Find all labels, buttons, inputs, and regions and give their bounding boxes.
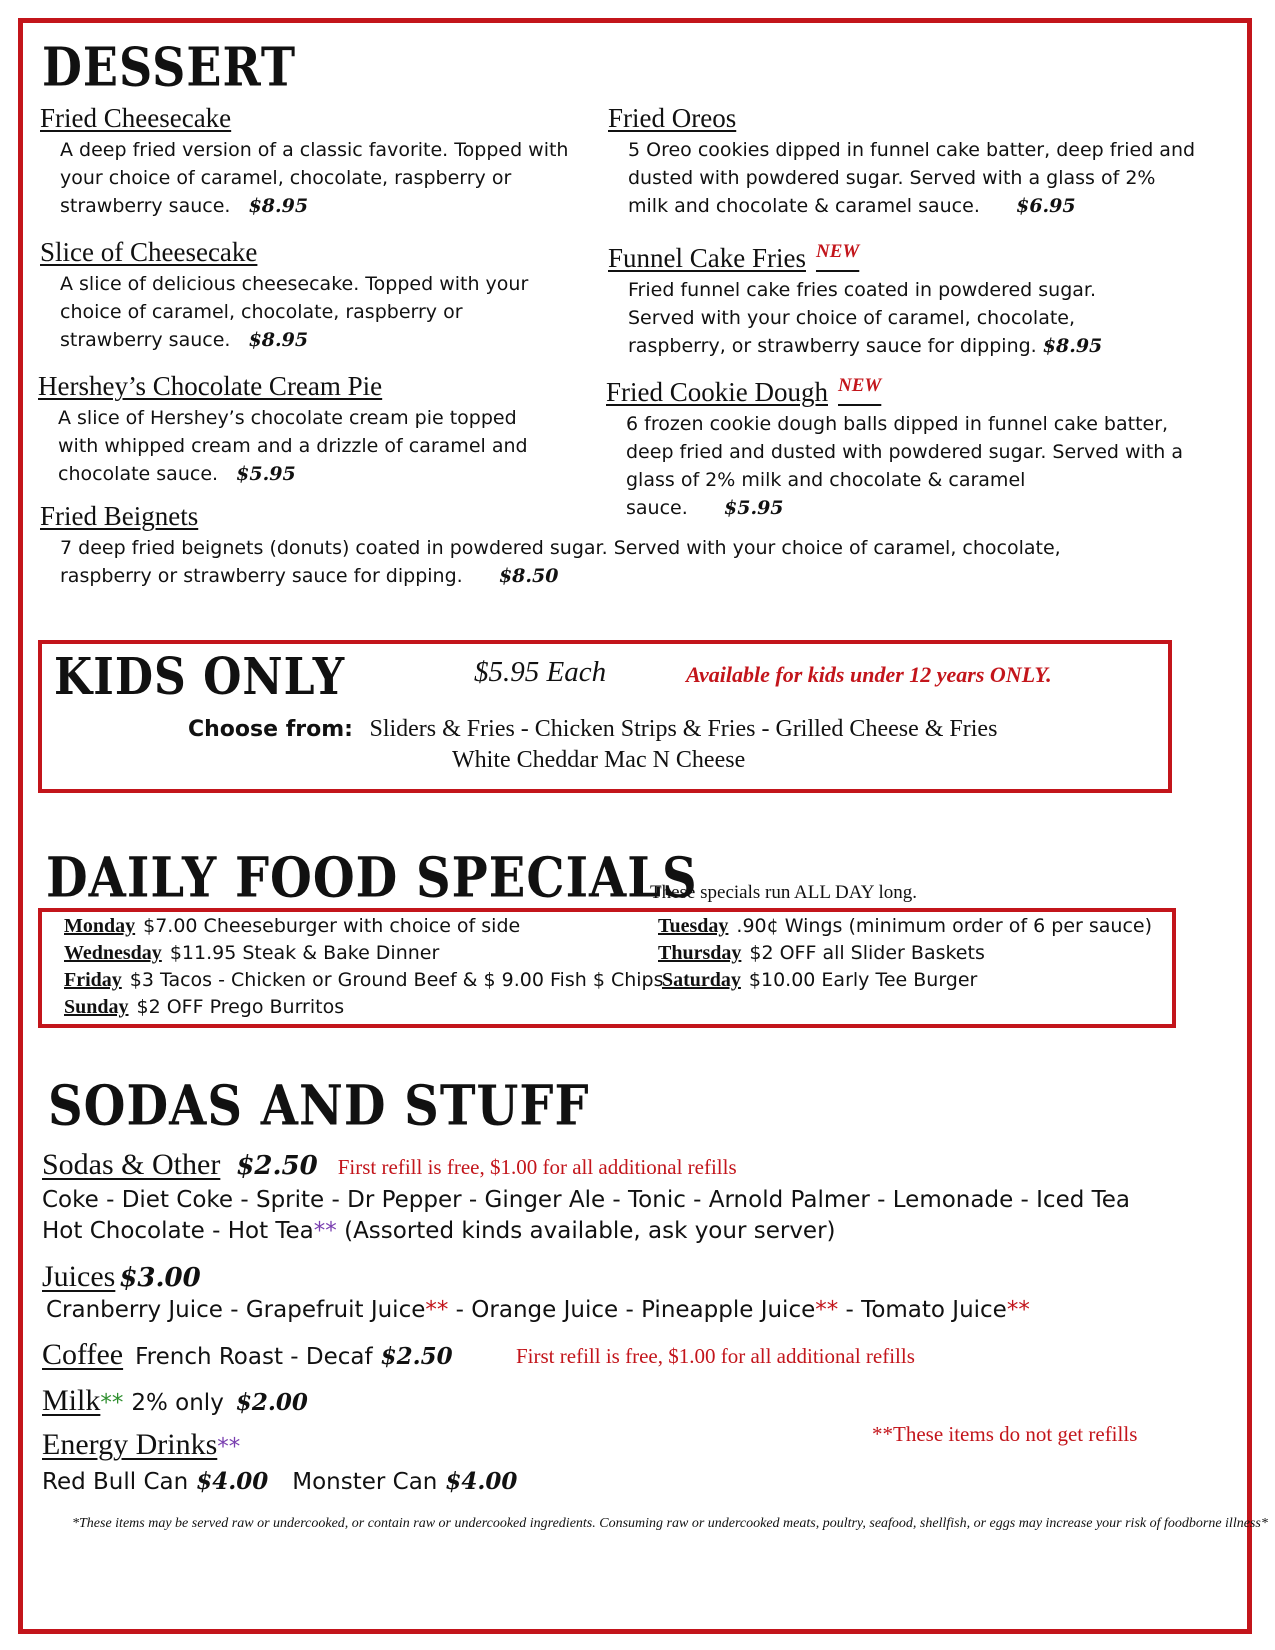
day-label: Sunday (64, 996, 129, 1018)
item-desc: Fried funnel cake fries coated in powdered sugar. Served with your choice of caramel, chocolate, raspberry, or strawberry sauce for dipping. (628, 279, 1097, 357)
milk-title: Milk (42, 1384, 101, 1417)
specials-note: These specials run ALL DAY long. (650, 882, 918, 903)
sodas-refill-note: First refill is free, $1.00 for all additional refills (337, 1155, 737, 1179)
juices-title: Juices (42, 1260, 116, 1293)
menu-item-fried-cheesecake (40, 102, 600, 220)
special-friday (64, 969, 664, 992)
sodas-title: Sodas & Other (42, 1148, 221, 1181)
special-tuesday (658, 915, 1152, 938)
coffee-row (42, 1338, 453, 1372)
special-text: $11.95 Steak & Bake Dinner (169, 942, 440, 964)
energy-title: Energy Drinks (42, 1428, 218, 1461)
item-name: Slice of Cheesecake (40, 237, 258, 267)
day-label: Monday (64, 915, 136, 937)
no-refill-mark: ** (313, 1218, 337, 1244)
item-desc: A slice of Hershey’s chocolate cream pie topped with whipped cream and a drizzle of caramel and chocolate sauce. (58, 407, 528, 485)
item-price: $8.50 (498, 565, 559, 587)
redbull-price: $4.00 (196, 1468, 269, 1495)
coffee-text: French Roast - Decaf (135, 1344, 373, 1370)
special-text: $7.00 Cheeseburger with choice of side (143, 915, 521, 937)
coffee-refill-note: First refill is free, $1.00 for all additional refills (516, 1344, 915, 1368)
juices-line: Cranberry Juice - Grapefruit Juice** - Orange Juice - Pineapple Juice** - Tomato Juice** (46, 1297, 1030, 1323)
milk-price: $2.00 (235, 1389, 308, 1416)
coffee-title: Coffee (42, 1338, 124, 1371)
sodas-line2: Hot Chocolate - Hot Tea** (Assorted kinds available, ask your server) (42, 1218, 836, 1244)
sodas-price: $2.50 (236, 1151, 318, 1181)
milk-text: 2% only (131, 1390, 224, 1416)
sodas-heading: SODAS AND STUFF (48, 1074, 590, 1139)
kids-price: $5.95 Each (474, 656, 607, 688)
menu-item-slice-of-cheesecake (40, 236, 600, 354)
new-badge: NEW (815, 241, 860, 262)
item-name: Fried Beignets (40, 501, 199, 531)
sodas-line1: Coke - Diet Coke - Sprite - Dr Pepper - Ginger Ale - Tonic - Arnold Palmer - Lemonade - Iced Tea (42, 1187, 1131, 1213)
special-text: $10.00 Early Tee Burger (748, 969, 978, 991)
item-name: Fried Oreos (608, 103, 737, 133)
menu-item-funnel-cake-fries (608, 236, 1168, 360)
special-monday (64, 915, 520, 938)
special-thursday (658, 942, 985, 965)
special-sunday (64, 996, 344, 1019)
no-refill-mark: ** (217, 1434, 241, 1460)
item-desc: 7 deep fried beignets (donuts) coated in powdered sugar. Served with your choice of caramel, chocolate, raspberry or strawberry sauce for dipping. (60, 537, 1061, 587)
item-price: $8.95 (248, 329, 309, 351)
specials-heading: DAILY FOOD SPECIALS (46, 846, 698, 911)
energy-items (42, 1468, 517, 1495)
special-text: .90¢ Wings (minimum order of 6 per sauce) (736, 915, 1152, 937)
kids-options (188, 716, 997, 743)
menu-item-hersheys-pie (38, 370, 598, 488)
monster-label: Monster Can (292, 1469, 438, 1495)
day-label: Friday (64, 969, 122, 991)
sodas-row (42, 1148, 737, 1182)
item-price: $8.95 (248, 195, 309, 217)
item-price: $8.95 (1042, 335, 1103, 357)
item-desc: 6 frozen cookie dough balls dipped in funnel cake batter, deep fried and dusted with powdered sugar. Served with a glass of 2% milk and chocolate & caramel sauce. (626, 413, 1184, 519)
day-label: Tuesday (658, 915, 729, 937)
menu-item-fried-beignets (40, 500, 1150, 590)
choose-label: Choose from: (188, 717, 353, 742)
footer-disclaimer: *These items may be served raw or undercooked, or contain raw or undercooked ingredients. Consuming raw or undercooked meats, poultry, seafood, shellfish, or eggs may increase your risk of foodborne illness* (72, 1516, 1268, 1531)
item-name: Fried Cheesecake (40, 103, 232, 133)
special-saturday (662, 969, 977, 992)
energy-row (42, 1428, 240, 1462)
menu-item-fried-oreos (608, 102, 1198, 220)
no-refill-mark: ** (100, 1390, 124, 1416)
special-wednesday (64, 942, 439, 965)
kids-note: Available for kids under 12 years ONLY. (686, 662, 1052, 687)
item-desc: 5 Oreo cookies dipped in funnel cake batter, deep fried and dusted with powdered sugar. Served with a glass of 2% milk and chocolate & caramel sauce. (628, 139, 1196, 217)
kids-options-line1: Sliders & Fries - Chicken Strips & Fries - Grilled Cheese & Fries (369, 716, 998, 742)
milk-row (42, 1384, 308, 1418)
juices-row (42, 1260, 201, 1294)
coffee-price: $2.50 (380, 1343, 453, 1370)
item-desc: A deep fried version of a classic favorite. Topped with your choice of caramel, chocolate, raspberry or strawberry sauce. (60, 139, 569, 217)
day-label: Thursday (658, 942, 742, 964)
day-label: Wednesday (64, 942, 162, 964)
item-price: $5.95 (236, 463, 296, 485)
item-name: Funnel Cake Fries (608, 243, 806, 273)
monster-price: $4.00 (445, 1468, 518, 1495)
kids-heading: KIDS ONLY (54, 648, 346, 707)
day-label: Saturday (662, 969, 741, 991)
special-text: $2 OFF Prego Burritos (136, 996, 345, 1018)
dessert-heading: DESSERT (42, 36, 297, 99)
kids-options-line2: White Cheddar Mac N Cheese (452, 747, 746, 773)
no-refill-note: **These items do not get refills (872, 1422, 1138, 1446)
special-text: $2 OFF all Slider Baskets (749, 942, 985, 964)
item-price: $6.95 (1016, 195, 1076, 217)
special-text: $3 Tacos - Chicken or Ground Beef & $ 9.00 Fish $ Chips (129, 969, 664, 991)
item-name: Hershey’s Chocolate Cream Pie (38, 371, 383, 401)
item-price: $5.95 (724, 497, 784, 519)
item-desc: A slice of delicious cheesecake. Topped with your choice of caramel, chocolate, raspberry or strawberry sauce. (60, 273, 529, 351)
item-name: Fried Cookie Dough (606, 377, 828, 407)
juices-price: $3.00 (119, 1263, 201, 1293)
new-badge: NEW (838, 375, 882, 396)
redbull-label: Red Bull Can (42, 1469, 189, 1495)
